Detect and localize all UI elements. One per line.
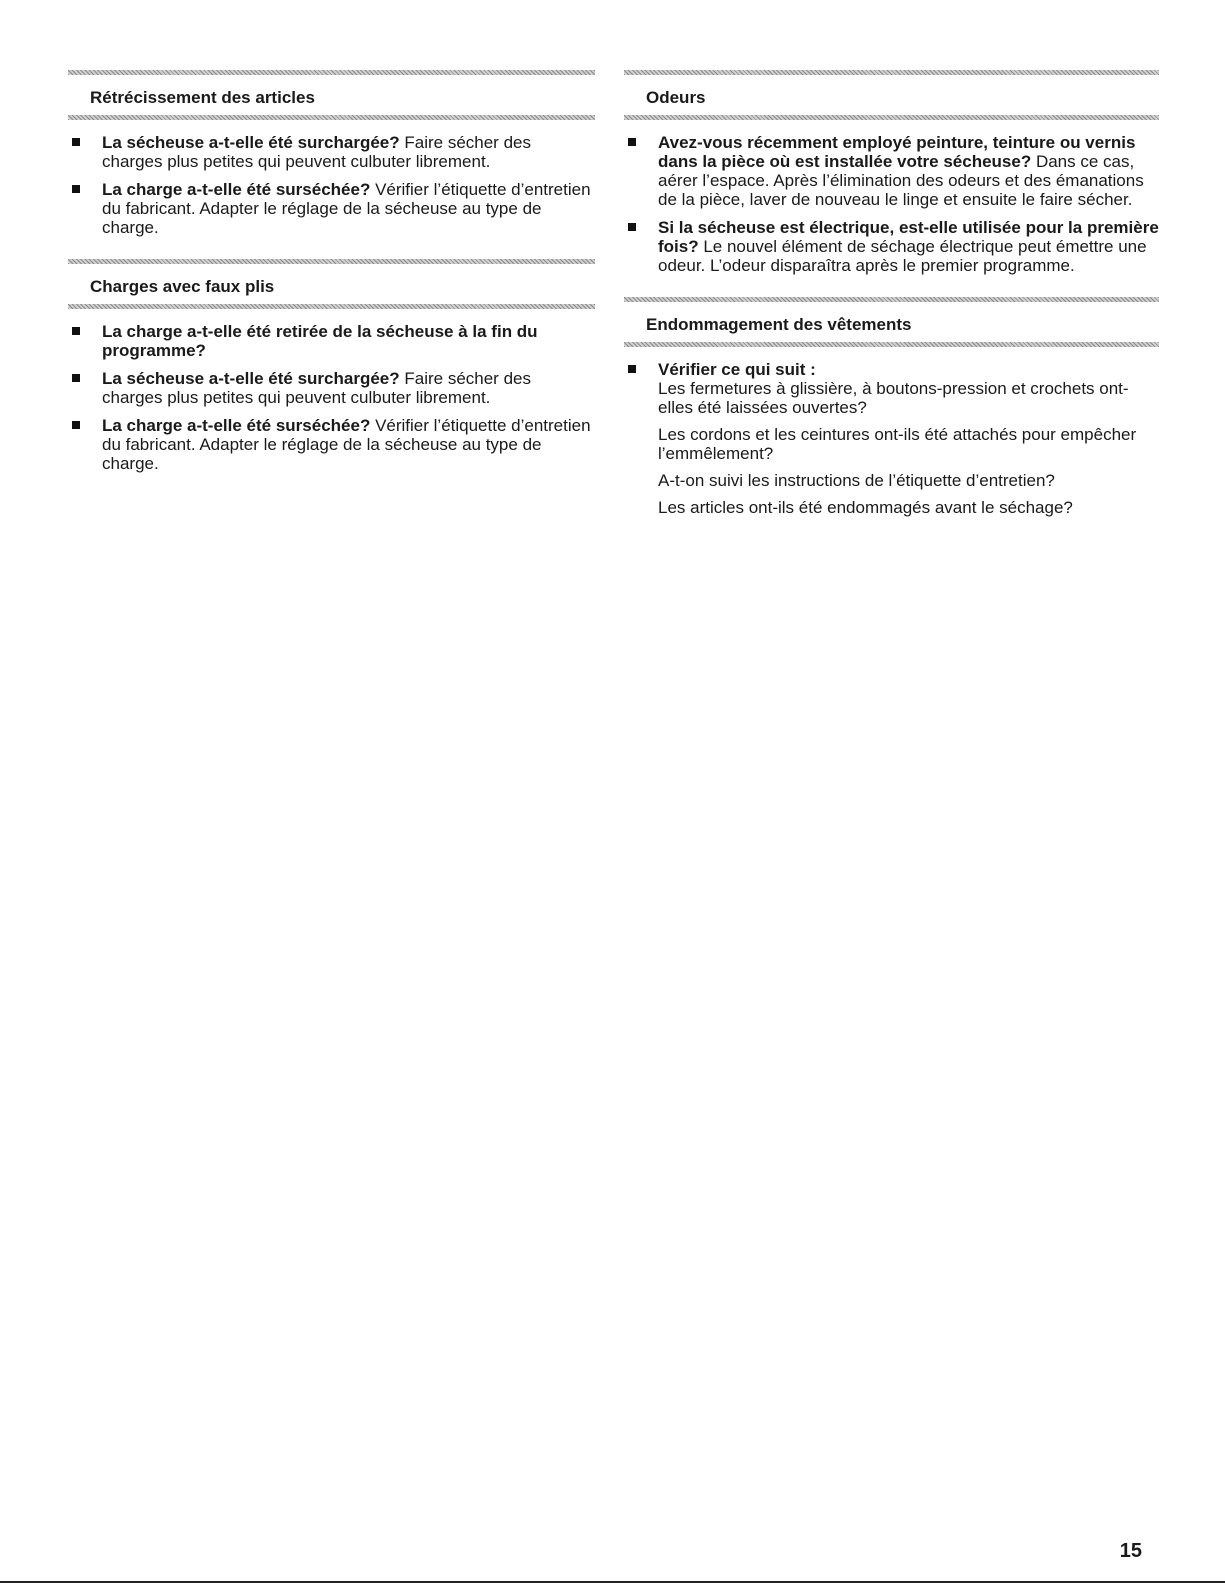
section-header-damage (624, 297, 1159, 347)
list-item (68, 180, 595, 237)
bottom-rule (0, 1581, 1225, 1583)
damage-line: Les articles ont-ils été endommagés avant le séchage? (658, 498, 1073, 517)
item-question: La sécheuse a-t-elle été surchargée? (102, 369, 400, 388)
item-answer: Vérifier l’étiquette d’entretien du fabricant. Adapter le réglage de la sécheuse au type de charge. (102, 180, 591, 237)
list-item (68, 416, 595, 473)
list-item (624, 218, 1159, 275)
item-question: Avez-vous récemment employé peinture, teinture ou vernis dans la pièce où est installée votre sécheuse? (658, 133, 1136, 171)
damage-line: Les cordons et les ceintures ont-ils été attachés pour empêcher l’emmêlement? (658, 425, 1137, 463)
square-bullet-icon (72, 138, 80, 146)
square-bullet-icon (628, 138, 636, 146)
wrinkles-list (68, 322, 595, 473)
right-column (624, 70, 1159, 539)
square-bullet-icon (628, 223, 636, 231)
list-item (624, 133, 1159, 209)
item-question: Vérifier ce qui suit : (658, 360, 816, 379)
item-answer: Le nouvel élément de séchage électrique peut émettre une odeur. L’odeur disparaîtra après le premier programme. (658, 237, 1147, 275)
section-title-odors: Odeurs (646, 88, 706, 107)
item-question: La charge a-t-elle été surséchée? (102, 416, 371, 435)
section-header-shrink (68, 70, 595, 120)
left-column (68, 70, 595, 495)
section-title-wrinkles: Charges avec faux plis (90, 277, 275, 296)
damage-list (624, 360, 1159, 517)
item-answer: Vérifier l’étiquette d’entretien du fabricant. Adapter le réglage de la sécheuse au type de charge. (102, 416, 591, 473)
square-bullet-icon (628, 365, 636, 373)
damage-line: A-t-on suivi les instructions de l’étiquette d’entretien? (658, 471, 1055, 490)
shrink-list (68, 133, 595, 237)
page-number: 15 (1119, 1540, 1142, 1562)
square-bullet-icon (72, 421, 80, 429)
square-bullet-icon (72, 327, 80, 335)
item-question: La charge a-t-elle été retirée de la sécheuse à la fin du programme? (102, 322, 538, 360)
item-answer: Dans ce cas, aérer l’espace. Après l’élimination des odeurs et des émanations de la pièce, laver de nouveau le linge et ensuite le faire sécher. (658, 152, 1144, 209)
item-answer: Faire sécher des charges plus petites qui peuvent culbuter librement. (102, 369, 531, 407)
list-item (68, 322, 595, 360)
list-item (68, 369, 595, 407)
section-header-odors (624, 70, 1159, 120)
damage-line: Les fermetures à glissière, à boutons-pression et crochets ont-elles été laissées ouvertes? (658, 379, 1129, 417)
item-question: Si la sécheuse est électrique, est-elle utilisée pour la première fois? (658, 218, 1159, 256)
section-title-damage: Endommagement des vêtements (646, 315, 912, 334)
item-question: La charge a-t-elle été surséchée? (102, 180, 371, 199)
list-item (68, 133, 595, 171)
list-item (624, 360, 1159, 517)
odors-list (624, 133, 1159, 275)
section-header-wrinkles (68, 259, 595, 309)
square-bullet-icon (72, 185, 80, 193)
item-question: La sécheuse a-t-elle été surchargée? (102, 133, 400, 152)
square-bullet-icon (72, 374, 80, 382)
item-answer: Faire sécher des charges plus petites qui peuvent culbuter librement. (102, 133, 531, 171)
section-title-shrink: Rétrécissement des articles (90, 88, 315, 107)
